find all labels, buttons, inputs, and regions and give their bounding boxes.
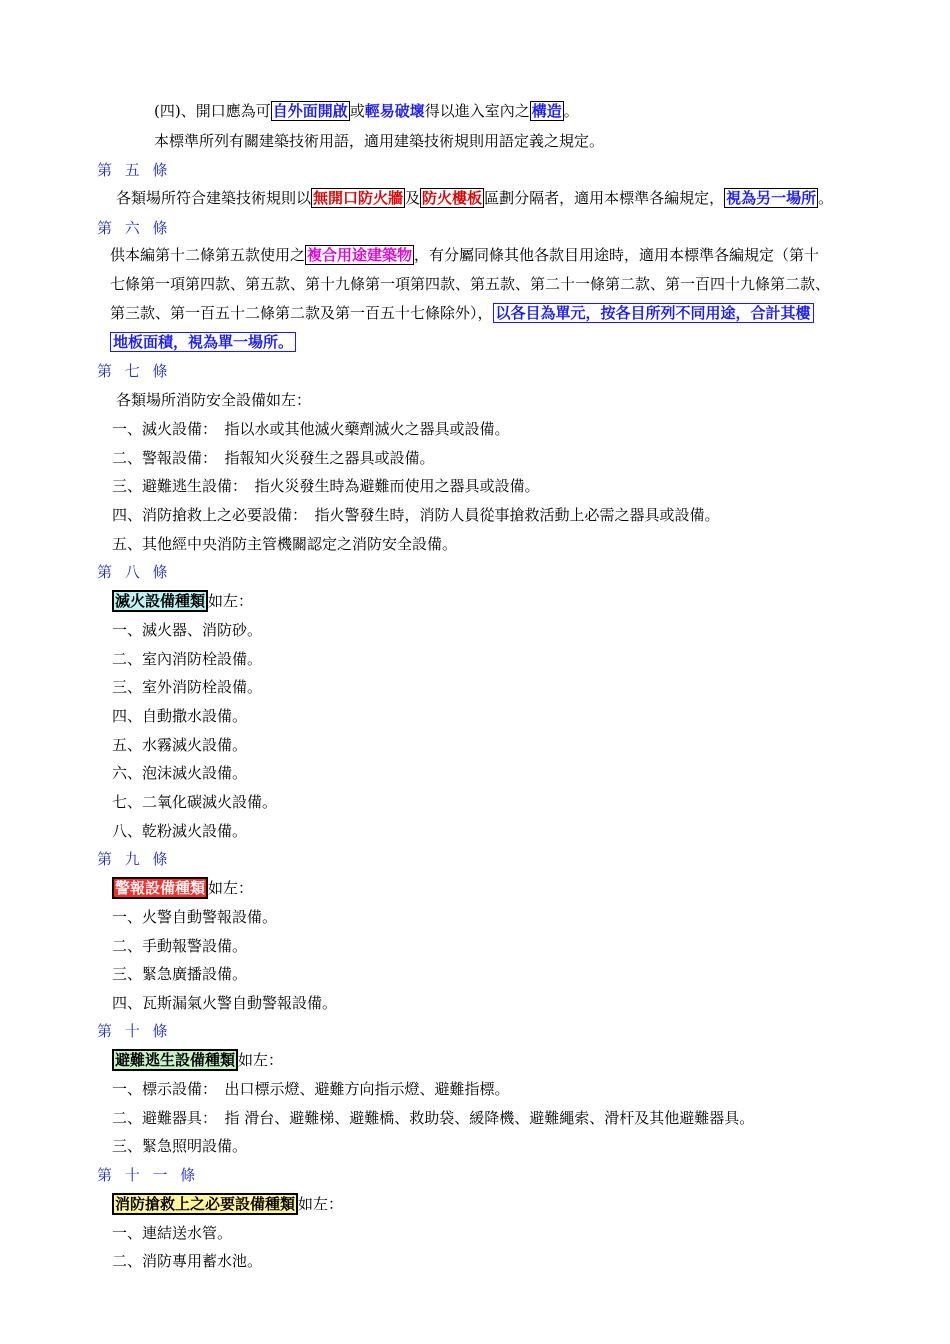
list-item: 一、滅火設備： 指以水或其他滅火藥劑滅火之器具或設備。: [112, 420, 510, 438]
list-item: 四、瓦斯漏氣火警自動警報設備。: [112, 994, 338, 1012]
article-6-line-4: [0, 332, 950, 354]
list-item: 八、乾粉滅火設備。: [112, 822, 248, 840]
text: 供本編第十二條第五款使用之: [110, 246, 306, 264]
article-6-line-3: [0, 303, 950, 325]
highlight-term: 警報設備種類: [112, 877, 208, 899]
article-9-intro: [0, 878, 950, 900]
list-item: 六、泡沫滅火設備。: [112, 764, 248, 782]
text: (四)、開口應為可: [154, 102, 271, 120]
list-item: 二、手動報警設備。: [112, 937, 248, 955]
text: 如左：: [208, 592, 254, 610]
list-item: 三、緊急廣播設備。: [112, 965, 248, 983]
list-item: 二、警報設備： 指報知火災發生之器具或設備。: [112, 449, 435, 467]
highlight-term: 無開口防火牆: [313, 189, 404, 207]
article-heading: 第 八 條: [97, 563, 172, 581]
article-7-intro: 各類場所消防安全設備如左：: [116, 391, 312, 409]
article-heading: 第 七 條: [97, 362, 172, 380]
article-11-intro: [0, 1194, 950, 1216]
article-5-body: [0, 188, 950, 210]
list-item: 一、滅火器、消防砂。: [112, 621, 263, 639]
list-item: 二、室內消防栓設備。: [112, 650, 263, 668]
list-item: 二、消防專用蓄水池。: [112, 1252, 263, 1270]
text: ，有分屬同條其他各款目用途時，適用本標準各編規定（第十: [414, 246, 820, 264]
list-item: 七、二氧化碳滅火設備。: [112, 793, 278, 811]
list-item: 三、緊急照明設備。: [112, 1137, 248, 1155]
text: 如左：: [298, 1195, 344, 1213]
text: 及: [405, 189, 421, 207]
highlight-term: 避難逃生設備種類: [112, 1049, 238, 1071]
list-item: 三、避難逃生設備： 指火災發生時為避難而使用之器具或設備。: [112, 477, 540, 495]
highlight-term: 複合用途建築物: [307, 246, 413, 264]
list-item: 四、自動撒水設備。: [112, 707, 248, 725]
text: 各類場所符合建築技術規則以: [116, 189, 312, 207]
text: 區劃分隔者，適用本標準各編規定，: [484, 189, 725, 207]
list-item: 一、標示設備： 出口標示燈、避難方向指示燈、避難指標。: [112, 1080, 510, 1098]
highlight-term: 地板面積，視為單一場所。: [110, 332, 296, 352]
list-item: 一、火警自動警報設備。: [112, 908, 278, 926]
list-item: 五、水霧滅火設備。: [112, 736, 248, 754]
highlight-term: 滅火設備種類: [112, 590, 208, 612]
highlight-term: 構造: [531, 102, 562, 120]
article-8-intro: [0, 591, 950, 613]
article-heading: 第 十 條: [97, 1022, 172, 1040]
highlight-term: 自外面開啟: [272, 102, 348, 120]
article-10-intro: [0, 1050, 950, 1072]
list-item: 三、室外消防栓設備。: [112, 678, 263, 696]
article-heading: 第 十 一 條: [97, 1166, 200, 1184]
article-heading: 第 六 條: [97, 219, 172, 237]
intro-line-2: 本標準所列有關建築技術用語，適用建築技術規則用語定義之規定。: [154, 132, 605, 150]
article-6-line-1: [0, 245, 950, 267]
article-heading: 第 九 條: [97, 850, 172, 868]
highlight-term: 以各目為單元，按各目所列不同用途，合計其樓: [493, 303, 814, 323]
article-6-line-2: 七條第一項第四款、第五款、第十九條第一項第四款、第五款、第二十一條第二款、第一百四十九條第二款、: [110, 275, 831, 293]
highlight-term: 防火樓板: [422, 189, 483, 207]
highlight-term: 消防搶救上之必要設備種類: [112, 1193, 298, 1215]
text: 得以進入室內之: [424, 102, 530, 120]
list-item: 五、其他經中央消防主管機關認定之消防安全設備。: [112, 535, 458, 553]
article-heading: 第 五 條: [97, 161, 172, 179]
text: 或: [349, 102, 365, 120]
list-item: 四、消防搶救上之必要設備： 指火警發生時，消防人員從事搶救活動上必需之器具或設備。: [112, 506, 720, 524]
list-item: 一、連結送水管。: [112, 1224, 233, 1242]
text: 。: [563, 102, 579, 120]
text: 。: [818, 189, 834, 207]
text: 如左：: [238, 1051, 284, 1069]
highlight-term: 輕易破壞: [364, 102, 425, 120]
list-item: 二、避難器具： 指 滑台、避難梯、避難橋、救助袋、緩降機、避難繩索、滑杆及其他避難器具。: [112, 1109, 755, 1127]
text: 如左：: [208, 879, 254, 897]
intro-line-1: [0, 101, 950, 123]
highlight-term: 視為另一場所: [726, 189, 817, 207]
text: 第三款、第一百五十二條第二款及第一百五十七條除外），: [110, 304, 493, 322]
